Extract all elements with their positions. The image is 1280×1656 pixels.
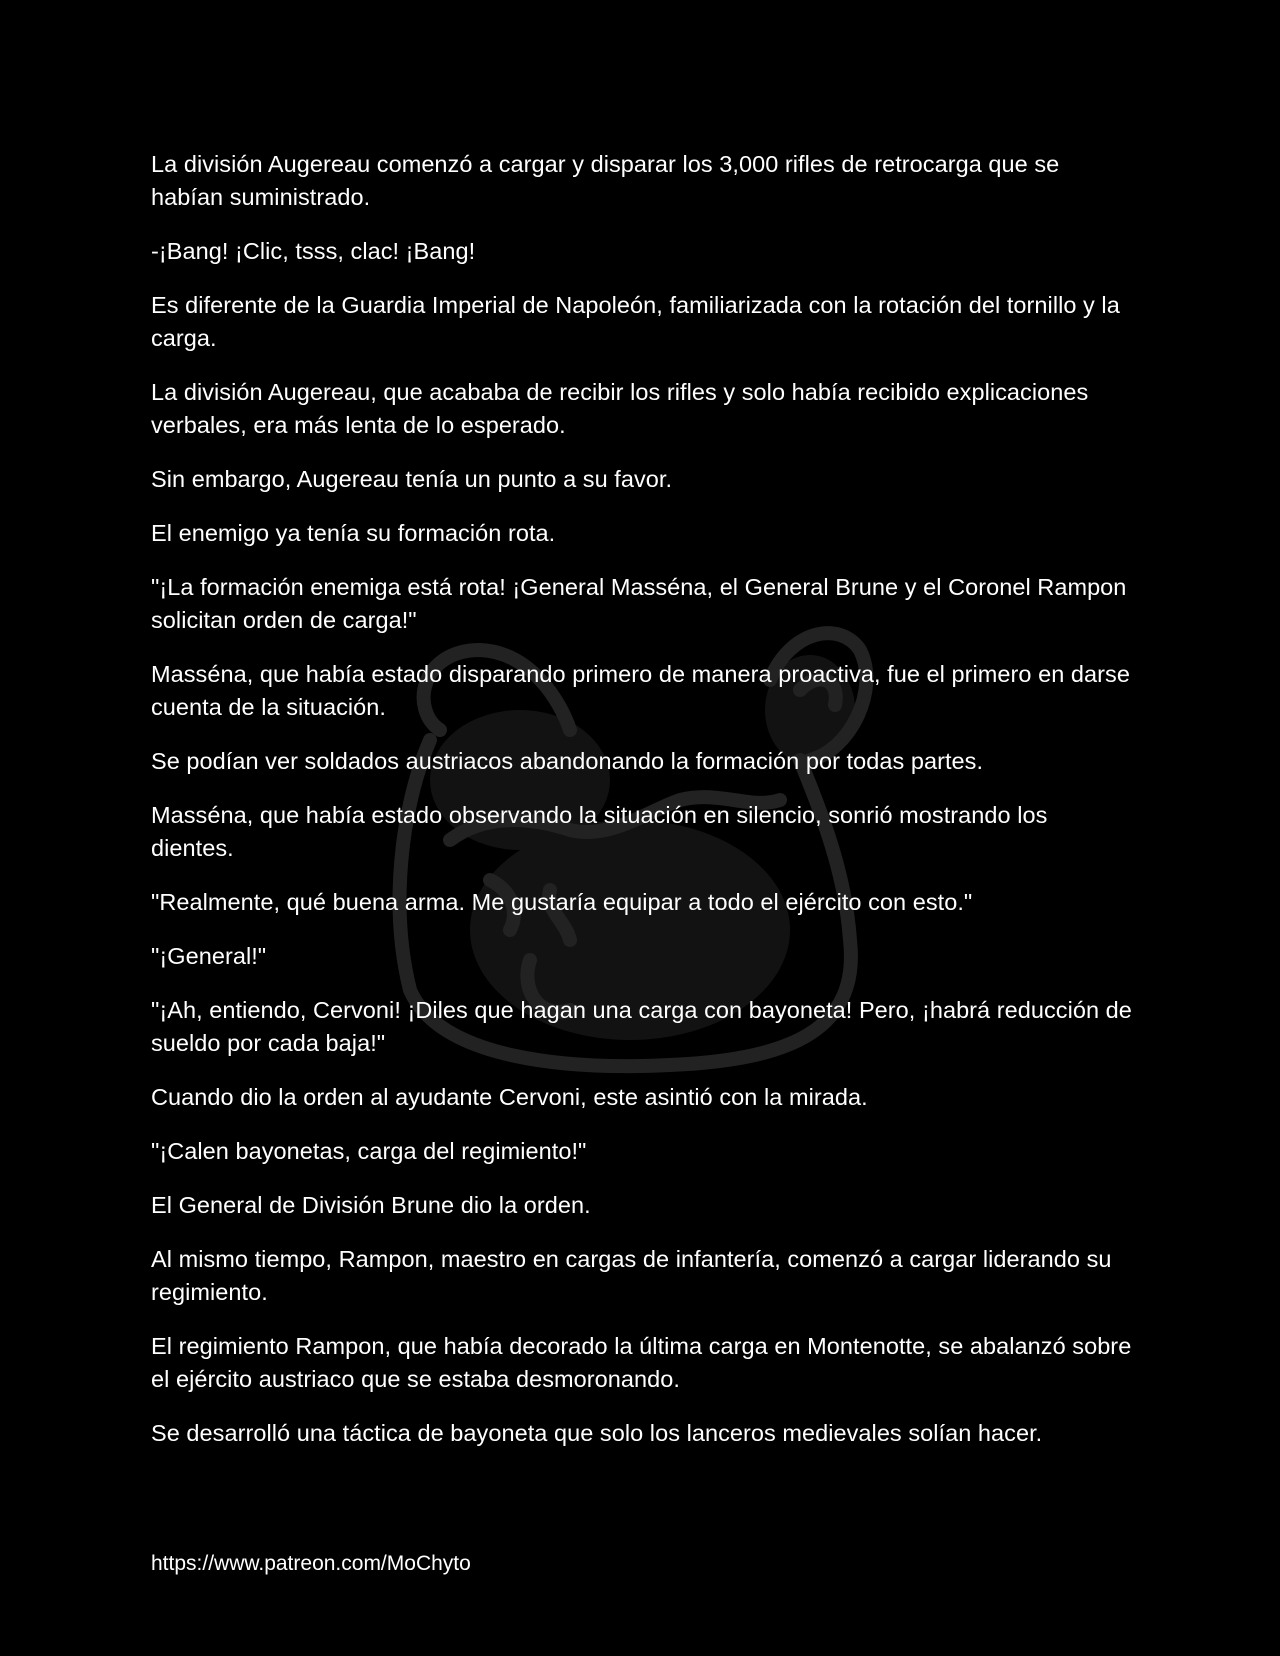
paragraph: Sin embargo, Augereau tenía un punto a su favor. [151,466,673,492]
paragraph: El General de División Brune dio la orden. [151,1192,591,1218]
paragraph: Se podían ver soldados austriacos abandonando la formación por todas partes. [151,748,984,774]
paragraph: Cuando dio la orden al ayudante Cervoni, este asintió con la mirada. [151,1084,868,1110]
paragraph: La división Augereau comenzó a cargar y disparar los 3,000 rifles de retrocarga que se habían suministrado. [151,151,1060,210]
paragraph: -¡Bang! ¡Clic, tsss, clac! ¡Bang! [151,238,476,264]
paragraph: "Realmente, qué buena arma. Me gustaría equipar a todo el ejército con esto." [151,889,973,915]
paragraph: "¡La formación enemiga está rota! ¡General Masséna, el General Brune y el Coronel Rampon solicitan orden de carga!" [151,574,1127,633]
paragraph: El regimiento Rampon, que había decorado la última carga en Montenotte, se abalanzó sobre el ejército austriaco que se estaba desmoronando. [151,1333,1132,1392]
paragraph: "¡Calen bayonetas, carga del regimiento!" [151,1138,587,1164]
paragraph: La división Augereau, que acababa de recibir los rifles y solo había recibido explicaciones verbales, era más lenta de lo esperado. [151,379,1089,438]
paragraph: Masséna, que había estado disparando primero de manera proactiva, fue el primero en darse cuenta de la situación. [151,661,1130,720]
paragraph: "¡Ah, entiendo, Cervoni! ¡Diles que hagan una carga con bayoneta! Pero, ¡habrá reducción de sueldo por cada baja!" [151,997,1132,1056]
patreon-link[interactable]: https://www.patreon.com/MoChyto [151,1552,471,1575]
paragraph: El enemigo ya tenía su formación rota. [151,520,556,546]
paragraph: Es diferente de la Guardia Imperial de Napoleón, familiarizada con la rotación del tornillo y la carga. [151,292,1120,351]
chapter-text [151,148,1136,1471]
paragraph: "¡General!" [151,943,267,969]
paragraph: Masséna, que había estado observando la situación en silencio, sonrió mostrando los dientes. [151,802,1048,861]
paragraph: Se desarrolló una táctica de bayoneta que solo los lanceros medievales solían hacer. [151,1420,1043,1446]
paragraph: Al mismo tiempo, Rampon, maestro en cargas de infantería, comenzó a cargar liderando su regimiento. [151,1246,1112,1305]
